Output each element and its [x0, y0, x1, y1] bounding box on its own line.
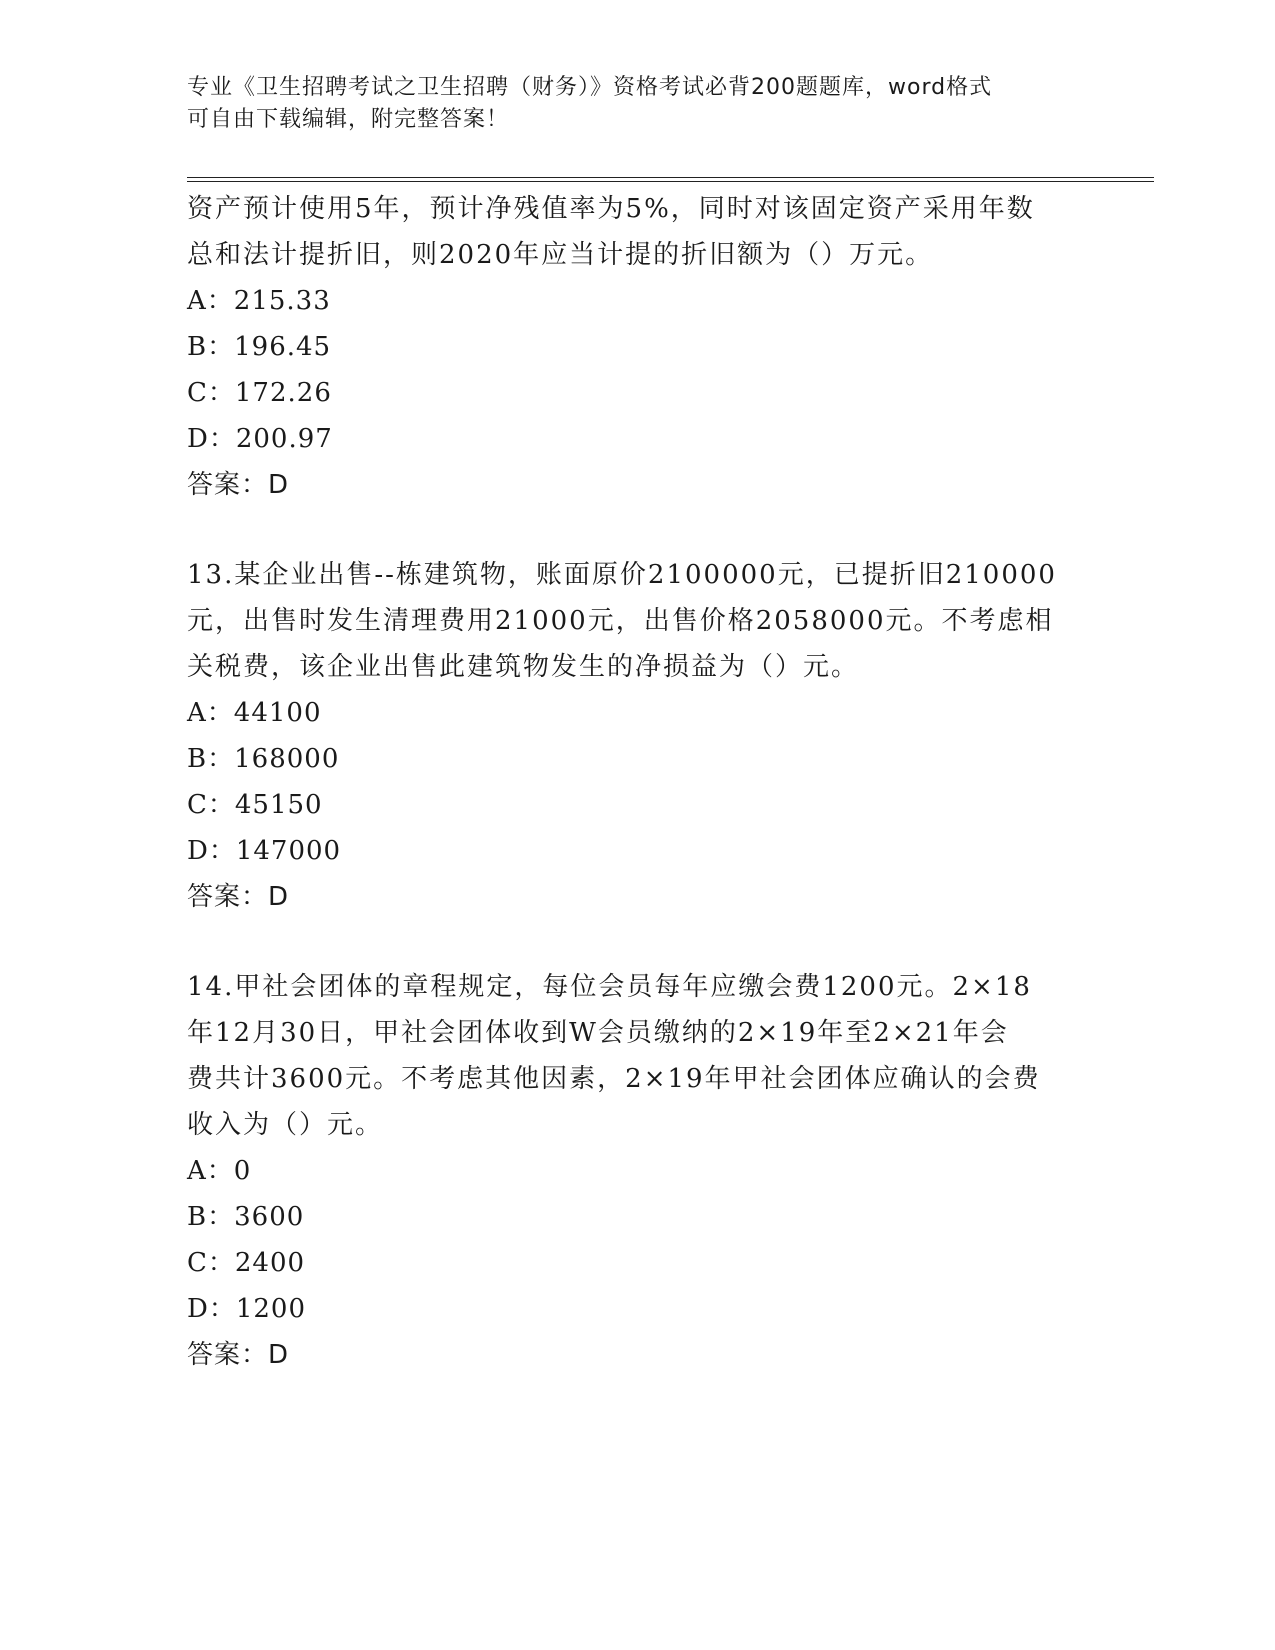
answer-line: 答案：D [187, 470, 290, 500]
question-text-line: 费共计3600元。不考虑其他因素，2×19年甲社会团体应确认的会费 [187, 1064, 1041, 1094]
question-block [187, 186, 1087, 508]
header-line-2: 可自由下载编辑，附完整答案！ [187, 107, 510, 132]
option-d: D：147000 [187, 836, 342, 866]
question-text-line: 总和法计提折旧，则2020年应当计提的折旧额为（）万元。 [187, 240, 934, 270]
question-text-line: 关税费，该企业出售此建筑物发生的净损益为（）元。 [187, 652, 860, 682]
option-a: A：44100 [187, 698, 322, 728]
option-a: A：0 [187, 1156, 252, 1186]
header-divider [187, 177, 1154, 182]
page-header [187, 72, 1067, 136]
question-text-line: 14.甲社会团体的章程规定，每位会员每年应缴会费1200元。2×18 [187, 972, 1032, 1002]
option-b: B：3600 [187, 1202, 305, 1232]
option-c: C：172.26 [187, 378, 332, 408]
option-c: C：2400 [187, 1248, 306, 1278]
question-text-line: 收入为（）元。 [187, 1110, 384, 1140]
question-block [187, 964, 1087, 1378]
option-d: D：1200 [187, 1294, 307, 1324]
question-list [187, 186, 1087, 1378]
question-text-line: 元，出售时发生清理费用21000元，出售价格2058000元。不考虑相 [187, 606, 1054, 636]
answer-line: 答案：D [187, 1340, 290, 1370]
option-c: C：45150 [187, 790, 323, 820]
option-b: B：196.45 [187, 332, 332, 362]
question-text-line: 13.某企业出售--栋建筑物，账面原价2100000元，已提折旧210000 [187, 560, 1057, 590]
answer-line: 答案：D [187, 882, 290, 912]
question-text-line: 年12月30日，甲社会团体收到W会员缴纳的2×19年至2×21年会 [187, 1018, 1009, 1048]
option-b: B：168000 [187, 744, 340, 774]
question-text-line: 资产预计使用5年，预计净残值率为5%，同时对该固定资产采用年数 [187, 194, 1035, 224]
header-line-1: 专业《卫生招聘考试之卫生招聘（财务）》资格考试必背200题题库，word格式 [187, 75, 993, 100]
question-block [187, 552, 1087, 920]
option-d: D：200.97 [187, 424, 333, 454]
option-a: A：215.33 [187, 286, 331, 316]
